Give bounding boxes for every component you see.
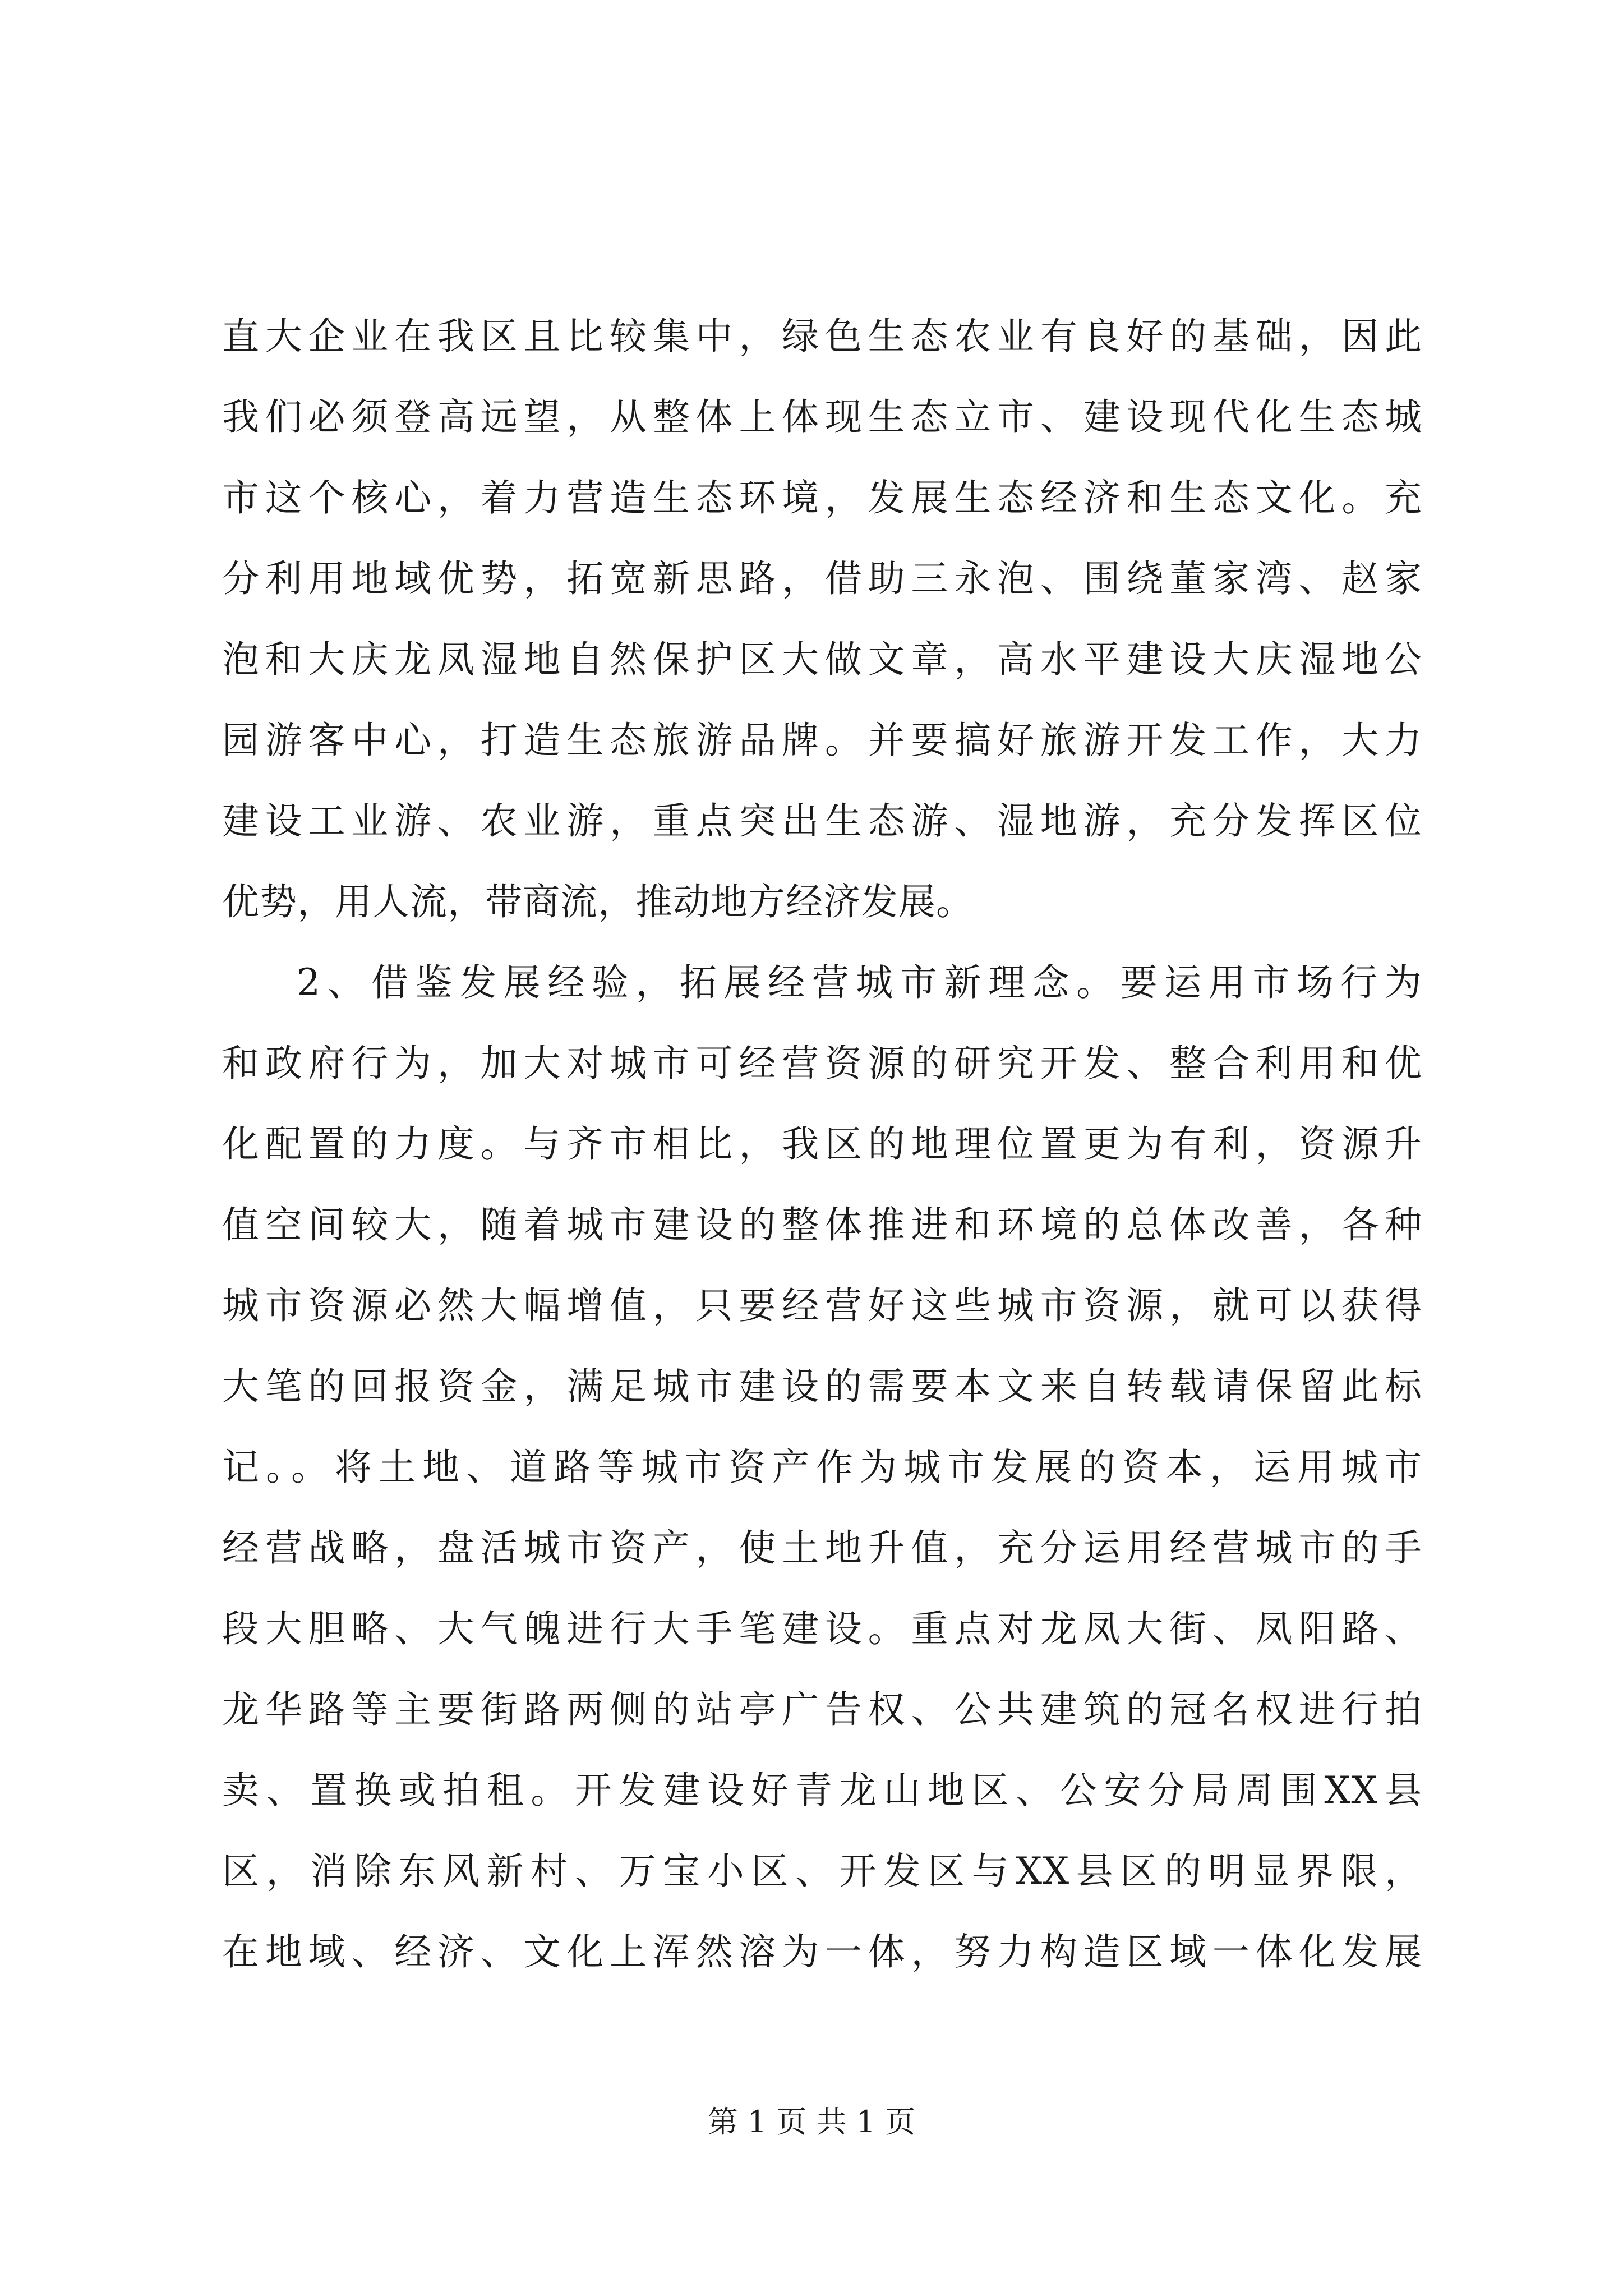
page-footer bbox=[0, 2097, 1623, 2147]
text-line: 龙华路等主要街路两侧的站亭广告权、公共建筑的冠名权进行拍 bbox=[222, 1688, 1422, 1731]
text-line: 大笔的回报资金，满足城市建设的需要本文来自转载请保留此标 bbox=[222, 1365, 1422, 1408]
text-line: 值空间较大，随着城市建设的整体推进和环境的总体改善，各种 bbox=[222, 1203, 1422, 1246]
text-line: 段大胆略、大气魄进行大手笔建设。重点对龙凤大街、凤阳路、 bbox=[222, 1607, 1422, 1650]
text-line: 分利用地域优势，拓宽新思路，借助三永泡、围绕董家湾、赵家 bbox=[222, 557, 1422, 600]
text-line: 建设工业游、农业游，重点突出生态游、湿地游，充分发挥区位 bbox=[222, 799, 1422, 843]
text-line: 城市资源必然大幅增值，只要经营好这些城市资源，就可以获得 bbox=[222, 1284, 1422, 1327]
text-line: 在地域、经济、文化上浑然溶为一体，努力构造区域一体化发展 bbox=[222, 1930, 1422, 1973]
text-line: 我们必须登高远望，从整体上体现生态立市、建设现代化生态城 bbox=[222, 395, 1422, 439]
text-line: 和政府行为，加大对城市可经营资源的研究开发、整合利用和优 bbox=[222, 1042, 1422, 1085]
text-line: 2、借鉴发展经验，拓展经营城市新理念。要运用市场行为 bbox=[297, 961, 1422, 1004]
page-number-label: 第 1 页 共 1 页 bbox=[707, 2104, 916, 2139]
text-line: 卖、置换或拍租。开发建设好青龙山地区、公安分局周围XX县 bbox=[222, 1769, 1422, 1812]
text-line: 园游客中心，打造生态旅游品牌。并要搞好旅游开发工作，大力 bbox=[222, 719, 1422, 762]
text-line: 化配置的力度。与齐市相比，我区的地理位置更为有利，资源升 bbox=[222, 1122, 1422, 1166]
text-line: 优势，用人流，带商流，推动地方经济发展。 bbox=[222, 880, 974, 923]
text-line: 直大企业在我区且比较集中，绿色生态农业有良好的基础，因此 bbox=[222, 315, 1422, 358]
text-line: 区，消除东风新村、万宝小区、开发区与XX县区的明显界限， bbox=[222, 1849, 1422, 1893]
text-line: 泡和大庆龙凤湿地自然保护区大做文章，高水平建设大庆湿地公 bbox=[222, 638, 1422, 681]
text-line: 经营战略，盘活城市资产，使土地升值，充分运用经营城市的手 bbox=[222, 1526, 1422, 1570]
text-line: 记。。将土地、道路等城市资产作为城市发展的资本，运用城市 bbox=[222, 1446, 1422, 1489]
text-line: 市这个核心，着力营造生态环境，发展生态经济和生态文化。充 bbox=[222, 476, 1422, 519]
